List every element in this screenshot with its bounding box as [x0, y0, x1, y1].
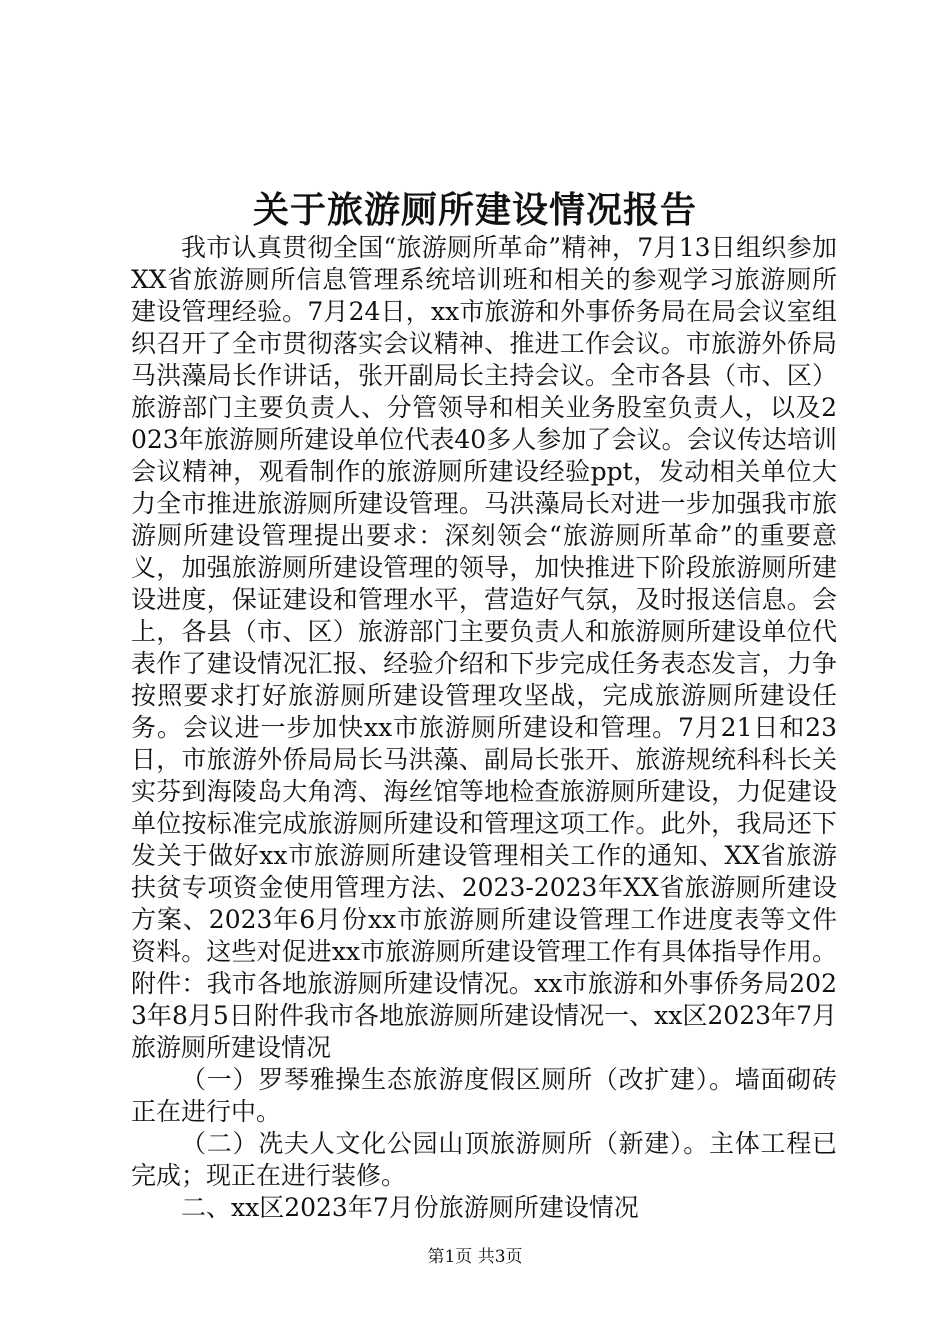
paragraph-item-1: （一）罗琴雅操生态旅游度假区厕所（改扩建）。墙面砌砖正在进行中。 — [131, 1065, 837, 1126]
document-body — [131, 232, 837, 1224]
paragraph-section-2: 二、xx区2023年7月份旅游厕所建设情况 — [181, 1193, 639, 1222]
document-title: 关于旅游厕所建设情况报告 — [252, 189, 697, 231]
page-footer: 第1页 共3页 — [427, 1247, 523, 1267]
paragraph-intro: 我市认真贯彻全国“旅游厕所革命”精神，7月13日组织参加XX省旅游厕所信息管理系统培训班和相关的参观学习旅游厕所建设管理经验。7月24日，xx市旅游和外事侨务局在局会议室组织召开了全市贯彻落实会议精神、推进工作会议。市旅游外侨局马洪藻局长作讲话，张开副局长主持会议。全市各县（市、区）旅游部门主要负责人、分管领导和相关业务股室负责人，以及2023年旅游厕所建设单位代表40多人参加了会议。会议传达培训会议精神，观看制作的旅游厕所建设经验ppt，发动相关单位大力全市推进旅游厕所建设管理。马洪藻局长对进一步加强我市旅游厕所建设管理提出要求：深刻领会“旅游厕所革命”的重要意义，加强旅游厕所建设管理的领导，加快推进下阶段旅游厕所建设进度，保证建设和管理水平，营造好气氛，及时报送信息。会上，各县（市、区）旅游部门主要负责人和旅游厕所建设单位代表作了建设情况汇报、经验介绍和下步完成任务表态发言，力争按照要求打好旅游厕所建设管理攻坚战，完成旅游厕所建设任务。会议进一步加快xx市旅游厕所建设和管理。7月21日和23日，市旅游外侨局局长马洪藻、副局长张开、旅游规统科科长关实芬到海陵岛大角湾、海丝馆等地检查旅游厕所建设，力促建设单位按标准完成旅游厕所建设和管理这项工作。此外，我局还下发关于做好xx市旅游厕所建设管理相关工作的通知、XX省旅游扶贫专项资金使用管理方法、2023-2023年XX省旅游厕所建设方案、2023年6月份xx市旅游厕所建设管理工作进度表等文件资料。这些对促进xx市旅游厕所建设管理工作有具体指导作用。附件：我市各地旅游厕所建设情况。xx市旅游和外事侨务局2023年8月5日附件我市各地旅游厕所建设情况一、xx区2023年7月旅游厕所建设情况 — [131, 233, 837, 1062]
paragraph-item-2: （二）冼夫人文化公园山顶旅游厕所（新建）。主体工程已完成；现正在进行装修。 — [131, 1129, 837, 1190]
